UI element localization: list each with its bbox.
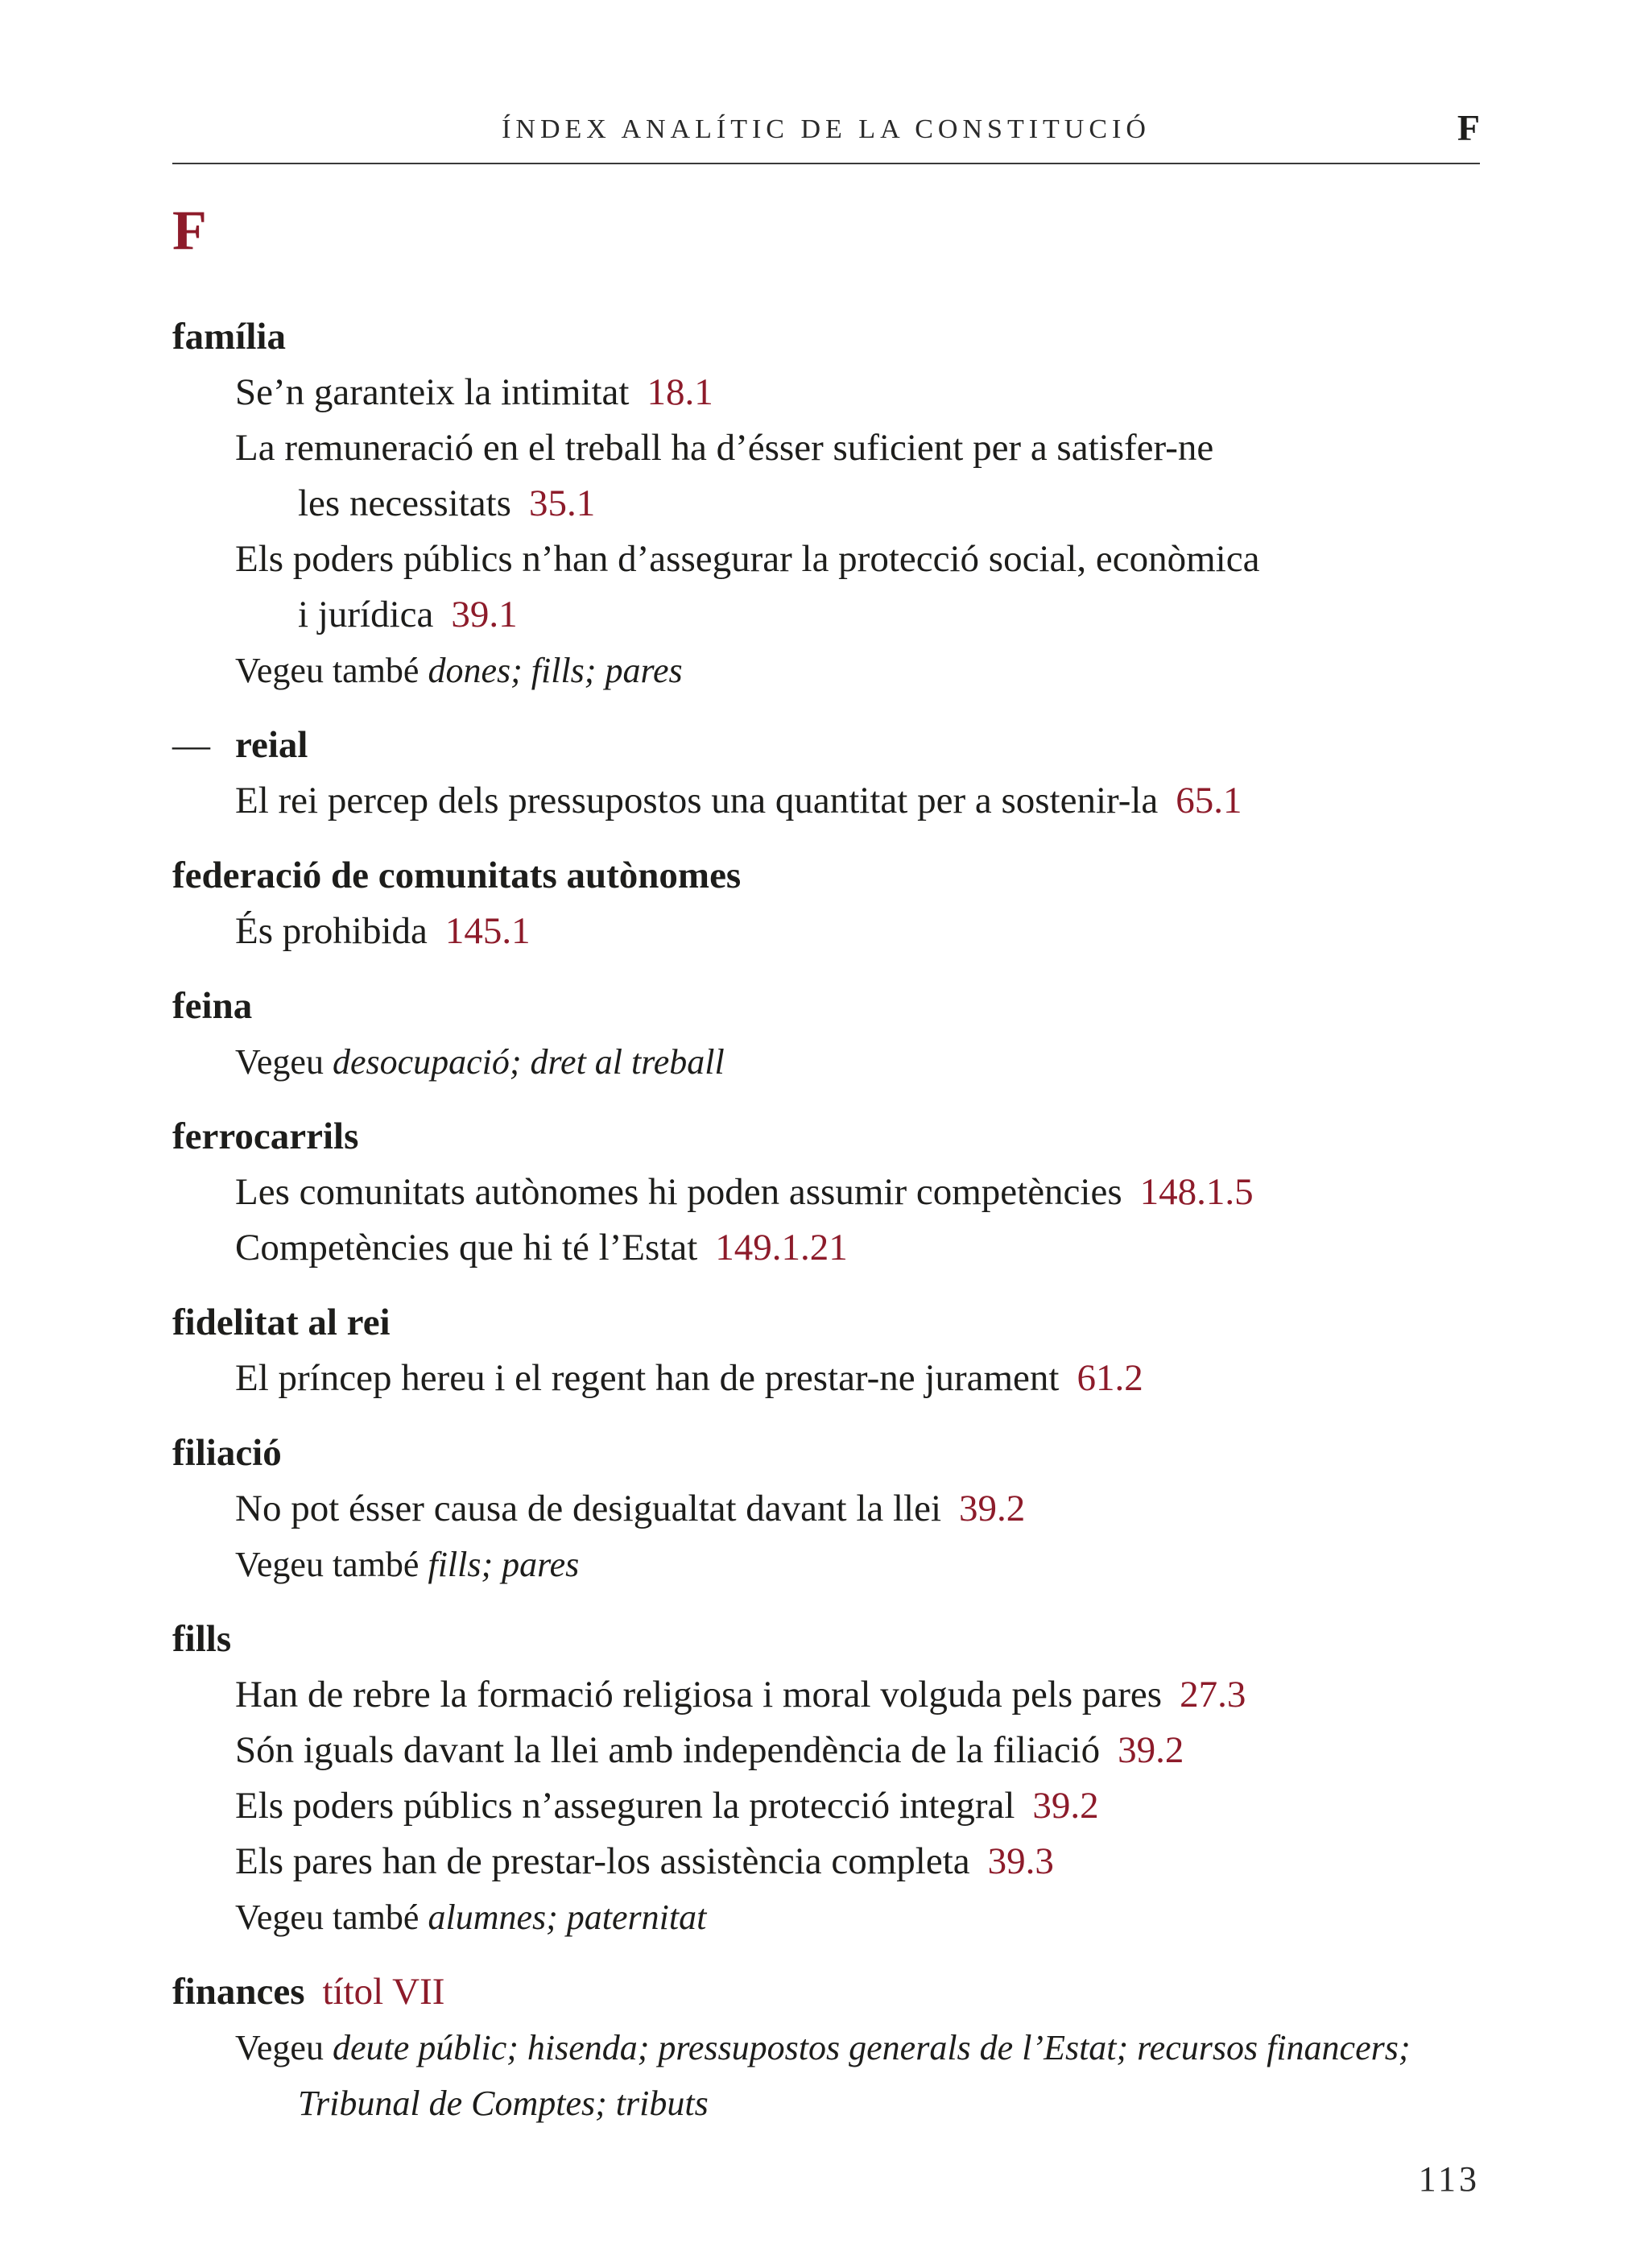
subentry-text: Els poders públics n’han d’assegurar la protecció social, econòmica — [235, 538, 1260, 580]
entry-heading — [172, 718, 1485, 773]
index-entry — [172, 979, 1485, 1090]
subentry-text: És prohibida — [235, 910, 428, 952]
article-reference: 35.1 — [528, 482, 596, 524]
see-also-terms: Tribunal de Comptes; tributs — [298, 2084, 709, 2123]
see-also-line — [172, 2020, 1485, 2131]
section-letter: F — [172, 200, 207, 262]
header-letter: F — [1457, 107, 1480, 148]
entry-heading — [172, 979, 1485, 1034]
entry-term: filiació — [172, 1432, 282, 1474]
article-reference: 39.1 — [451, 594, 518, 635]
subentry-line — [172, 420, 1485, 532]
article-reference: 145.1 — [444, 910, 531, 952]
see-also-first — [235, 1537, 1485, 1592]
subentry-text-line — [235, 1481, 1485, 1537]
subentry-line — [172, 904, 1485, 959]
subentry-text-line — [235, 1165, 1485, 1220]
article-reference: títol VII — [322, 1971, 445, 2013]
running-header — [172, 106, 1480, 164]
entry-term: ferrocarrils — [172, 1115, 359, 1157]
entry-term: reial — [235, 724, 308, 766]
see-also-terms: dones; fills; pares — [428, 651, 683, 690]
entry-term: federació de comunitats autònomes — [172, 855, 742, 896]
see-also-label: Vegeu — [235, 2028, 324, 2067]
entry-heading — [172, 1295, 1485, 1351]
entry-term: fills — [172, 1618, 232, 1660]
subentry-line — [172, 1834, 1485, 1889]
subentry-text-line — [235, 1723, 1485, 1778]
subentry-text-line — [235, 1834, 1485, 1889]
subentry-line — [172, 532, 1485, 643]
article-reference: 149.1.21 — [715, 1227, 848, 1269]
index-entry — [172, 1612, 1485, 1945]
article-reference: 39.2 — [1118, 1729, 1184, 1771]
subentry-line — [172, 1165, 1485, 1220]
subentry-text-line — [235, 420, 1485, 476]
see-also-label: Vegeu també — [235, 651, 419, 690]
subentry-text: Les comunitats autònomes hi poden assumir competències — [235, 1171, 1122, 1213]
subentry-text: La remuneració en el treball ha d’ésser suficient per a satisfer-ne — [235, 427, 1214, 469]
subentry-text: i jurídica — [298, 594, 434, 635]
entry-term: feina — [172, 985, 253, 1027]
subentry-text-line — [235, 1351, 1485, 1406]
see-also-line — [172, 1889, 1485, 1945]
subentry-text: Se’n garanteix la intimitat — [235, 371, 630, 413]
subentry-line — [172, 1351, 1485, 1406]
subentry-text: Competències que hi té l’Estat — [235, 1227, 698, 1269]
index-entry — [172, 1109, 1485, 1276]
index-entry — [172, 1295, 1485, 1406]
see-also-terms: fills; pares — [428, 1545, 580, 1584]
article-reference: 27.3 — [1180, 1674, 1246, 1715]
index-entry — [172, 309, 1485, 698]
subentry-text-line — [235, 773, 1485, 829]
see-also-line — [172, 643, 1485, 698]
see-also-first — [235, 643, 1485, 698]
see-also-label: Vegeu — [235, 1042, 324, 1082]
subentry-line — [172, 1778, 1485, 1834]
see-also-first — [235, 1889, 1485, 1945]
subentry-text: Els poders públics n’asseguren la protecció integral — [235, 1785, 1015, 1827]
subentry-text-line — [235, 365, 1485, 420]
subentry-text-line — [235, 1667, 1485, 1723]
entry-heading — [172, 1612, 1485, 1667]
subentry-text: Han de rebre la formació religiosa i moral volguda pels pares — [235, 1674, 1163, 1715]
entry-dash: — — [172, 724, 210, 766]
article-reference: 39.2 — [959, 1488, 1026, 1529]
page-number: 113 — [1418, 2159, 1480, 2199]
see-also-line — [172, 1034, 1485, 1090]
subentry-continuation — [235, 587, 1485, 643]
entry-term: finances — [172, 1971, 305, 2013]
article-reference: 18.1 — [647, 371, 713, 413]
running-title: ÍNDEX ANALÍTIC DE LA CONSTITUCIÓ — [502, 114, 1151, 144]
article-reference: 39.2 — [1032, 1785, 1099, 1827]
subentry-text: les necessitats — [298, 482, 511, 524]
see-also-line — [172, 1537, 1485, 1592]
index-entry — [172, 718, 1485, 829]
subentry-text: No pot ésser causa de desigualtat davant la llei — [235, 1488, 942, 1529]
article-reference: 61.2 — [1077, 1357, 1143, 1399]
see-also-terms: alumnes; paternitat — [428, 1898, 707, 1937]
index-entry — [172, 1426, 1485, 1592]
index-entry — [172, 848, 1485, 959]
subentry-text-line — [235, 904, 1485, 959]
entry-heading — [172, 309, 1485, 365]
subentry-line — [172, 365, 1485, 420]
subentry-text: El rei percep dels pressupostos una quantitat per a sostenir-la — [235, 780, 1159, 822]
subentry-line — [172, 1723, 1485, 1778]
article-reference: 148.1.5 — [1139, 1171, 1254, 1213]
entry-term: família — [172, 316, 286, 358]
article-reference: 39.3 — [987, 1840, 1054, 1882]
subentry-text-line — [235, 1220, 1485, 1276]
subentry-line — [172, 1481, 1485, 1537]
subentry-text-line — [235, 1778, 1485, 1834]
subentry-line — [172, 773, 1485, 829]
see-also-first — [235, 1034, 1485, 1090]
subentry-line — [172, 1220, 1485, 1276]
see-also-first — [235, 2020, 1485, 2076]
subentry-text: Són iguals davant la llei amb independència de la filiació — [235, 1729, 1101, 1771]
subentry-line — [172, 1667, 1485, 1723]
article-reference: 65.1 — [1176, 780, 1242, 822]
see-also-terms: deute públic; hisenda; pressupostos generals de l’Estat; recursos financers; — [332, 2028, 1411, 2067]
entry-heading — [172, 1109, 1485, 1165]
see-also-label: Vegeu també — [235, 1545, 419, 1584]
subentry-text: Els pares han de prestar-los assistència completa — [235, 1840, 970, 1882]
subentry-text-line — [235, 532, 1485, 587]
see-also-terms: desocupació; dret al treball — [332, 1042, 725, 1082]
see-also-continuation — [235, 2076, 1485, 2131]
entry-heading — [172, 1426, 1485, 1481]
subentry-continuation — [235, 476, 1485, 532]
subentry-text: El príncep hereu i el regent han de prestar-ne jurament — [235, 1357, 1060, 1399]
see-also-label: Vegeu també — [235, 1898, 419, 1937]
entry-heading — [172, 1964, 1485, 2020]
entry-term: fidelitat al rei — [172, 1302, 391, 1343]
index-entries — [172, 309, 1485, 2150]
entry-heading — [172, 848, 1485, 904]
index-entry — [172, 1964, 1485, 2131]
